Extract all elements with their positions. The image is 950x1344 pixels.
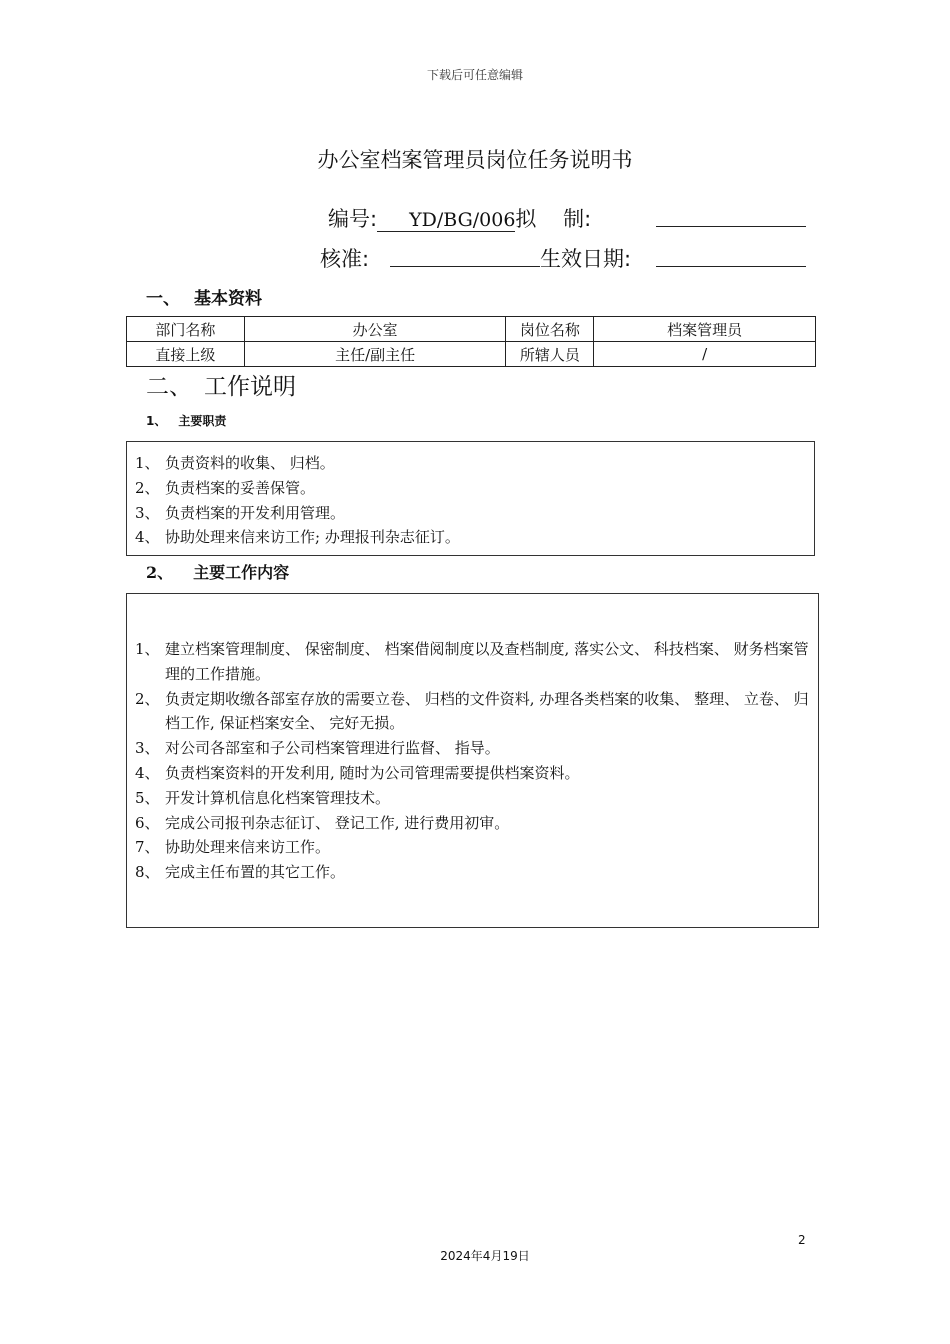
list-item xyxy=(135,835,810,860)
list-item-text: 完成公司报刊杂志征订、 登记工作, 进行费用初审。 xyxy=(165,813,510,832)
table-cell: 档案管理员 xyxy=(594,317,816,342)
list-item-text: 对公司各部室和子公司档案管理进行监督、 指导。 xyxy=(165,739,500,758)
list-item-text: 建立档案管理制度、 保密制度、 档案借阅制度以及查档制度, 落实公文、 科技档案、 财务档案管理的工作措施。 xyxy=(165,640,809,683)
effective-date-blank[interactable] xyxy=(656,244,806,267)
list-item-number: 3、 xyxy=(135,503,160,522)
list-item xyxy=(135,525,814,550)
list-item-number: 3、 xyxy=(135,739,160,758)
list-item-text: 协助处理来信来访工作; 办理报刊杂志征订。 xyxy=(165,528,460,547)
list-item xyxy=(135,736,810,761)
table-cell: 主任/副主任 xyxy=(244,342,506,367)
table-cell: 岗位名称 xyxy=(506,317,594,342)
list-item-number: 1、 xyxy=(135,640,160,658)
list-item xyxy=(135,687,810,737)
table-cell: 部门名称 xyxy=(127,317,245,342)
footer-date: 2024年4月19日 xyxy=(440,1249,530,1263)
code-value: YD/BG/006 xyxy=(377,209,515,232)
list-item-text: 协助处理来信来访工作。 xyxy=(165,838,331,857)
page-number: 2 xyxy=(798,1233,806,1247)
subsection-work-content-heading xyxy=(146,560,289,583)
list-item xyxy=(135,476,814,501)
table-cell: 直接上级 xyxy=(127,342,245,367)
list-item-number: 1、 xyxy=(135,454,160,472)
work-content-box xyxy=(126,593,819,928)
list-item-text: 负责档案的妥善保管。 xyxy=(165,478,316,497)
list-item xyxy=(135,501,814,526)
section-work-description-heading xyxy=(146,368,296,401)
section-number: 二、 xyxy=(146,374,192,400)
subsection-number: 2、 xyxy=(146,563,174,582)
section-title: 工作说明 xyxy=(204,374,296,400)
meta-code-row xyxy=(328,203,591,233)
list-item-number: 7、 xyxy=(135,838,160,857)
section-basic-info-heading xyxy=(146,284,262,309)
drafter-blank[interactable] xyxy=(656,204,806,227)
list-item-text: 负责资料的收集、 归档。 xyxy=(165,454,335,472)
list-item-text: 开发计算机信息化档案管理技术。 xyxy=(165,788,391,807)
list-item-number: 8、 xyxy=(135,863,160,882)
table-cell: / xyxy=(594,342,816,367)
work-content-list xyxy=(135,637,810,885)
list-item xyxy=(135,761,810,786)
section-title: 基本资料 xyxy=(194,289,262,309)
list-item xyxy=(135,811,810,836)
drafter-label: 拟 制: xyxy=(515,207,592,231)
duties-list xyxy=(135,451,814,550)
list-item xyxy=(135,786,810,811)
list-item-number: 4、 xyxy=(135,763,160,782)
approver-label: 核准: xyxy=(320,247,370,271)
list-item-number: 2、 xyxy=(135,478,160,497)
list-item xyxy=(135,451,814,476)
list-item-number: 5、 xyxy=(135,788,160,807)
list-item-number: 4、 xyxy=(135,528,160,547)
table-cell: 办公室 xyxy=(244,317,506,342)
subsection-number: 1、 xyxy=(146,414,167,428)
effective-date-label: 生效日期: xyxy=(540,247,632,271)
list-item-number: 6、 xyxy=(135,813,160,832)
list-item-text: 完成主任布置的其它工作。 xyxy=(165,863,346,882)
table-row xyxy=(127,342,816,367)
subsection-duties-heading xyxy=(146,412,226,429)
header-note: 下载后可任意编辑 xyxy=(426,68,523,82)
approver-blank[interactable] xyxy=(390,244,540,267)
list-item-text: 负责定期收缴各部室存放的需要立卷、 归档的文件资料, 办理各类档案的收集、 整理、 立卷、 归档工作, 保证档案安全、 完好无损。 xyxy=(165,689,809,733)
subsection-title: 主要工作内容 xyxy=(193,563,290,582)
table-row xyxy=(127,317,816,342)
basic-info-table xyxy=(126,316,816,367)
list-item-text: 负责档案资料的开发利用, 随时为公司管理需要提供档案资料。 xyxy=(165,763,580,782)
list-item xyxy=(135,860,810,885)
table-cell: 所辖人员 xyxy=(506,342,594,367)
list-item-text: 负责档案的开发利用管理。 xyxy=(165,503,346,522)
list-item-number: 2、 xyxy=(135,689,160,708)
duties-box xyxy=(126,441,815,556)
subsection-title: 主要职责 xyxy=(178,414,227,428)
section-number: 一、 xyxy=(146,289,180,309)
code-label: 编号: xyxy=(328,207,378,231)
list-item xyxy=(135,637,810,687)
document-title: 办公室档案管理员岗位任务说明书 xyxy=(317,148,633,172)
